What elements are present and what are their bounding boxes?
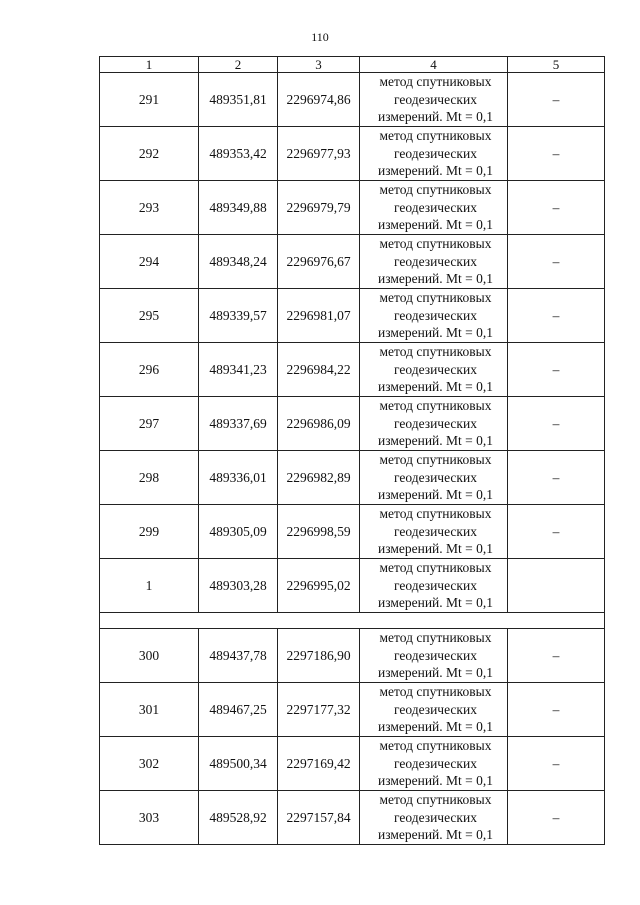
- spacer-cell: [100, 613, 605, 629]
- note-cell: –: [508, 289, 605, 343]
- coordinate-y: 2297177,32: [278, 683, 360, 737]
- method-line: метод спутниковых: [379, 398, 492, 414]
- point-number: 299: [100, 505, 199, 559]
- coordinate-x: 489341,23: [199, 343, 278, 397]
- point-number: 1: [100, 559, 199, 613]
- method-line: геодезических: [394, 415, 477, 431]
- method-description: [360, 235, 508, 289]
- method-line: метод спутниковых: [379, 506, 492, 522]
- table-row: [100, 559, 605, 613]
- method-line: геодезических: [394, 361, 477, 377]
- method-description: [360, 73, 508, 127]
- method-line: геодезических: [394, 145, 477, 161]
- method-line: геодезических: [394, 755, 477, 771]
- coordinate-y: 2296981,07: [278, 289, 360, 343]
- table-row: [100, 397, 605, 451]
- point-number: 294: [100, 235, 199, 289]
- coordinate-x: 489351,81: [199, 73, 278, 127]
- method-description: [360, 181, 508, 235]
- table-row: [100, 181, 605, 235]
- coordinate-x: 489339,57: [199, 289, 278, 343]
- method-line: измерений. Mt = 0,1: [377, 541, 494, 557]
- table-row: [100, 683, 605, 737]
- method-line: геодезических: [394, 809, 477, 825]
- header-row: [100, 57, 605, 73]
- point-number: 293: [100, 181, 199, 235]
- header-cell-3: 3: [278, 57, 360, 73]
- note-cell: –: [508, 737, 605, 791]
- method-description: [360, 505, 508, 559]
- method-line: метод спутниковых: [379, 792, 492, 808]
- coordinate-y: 2296979,79: [278, 181, 360, 235]
- table-row: [100, 505, 605, 559]
- note-cell: –: [508, 397, 605, 451]
- point-number: 296: [100, 343, 199, 397]
- point-number: 300: [100, 629, 199, 683]
- note-cell: –: [508, 343, 605, 397]
- coordinate-y: 2296986,09: [278, 397, 360, 451]
- coordinate-y: 2296995,02: [278, 559, 360, 613]
- method-line: измерений. Mt = 0,1: [377, 487, 494, 503]
- coordinate-y: 2297157,84: [278, 791, 360, 845]
- method-description: [360, 791, 508, 845]
- table-row: [100, 791, 605, 845]
- method-description: [360, 397, 508, 451]
- method-line: измерений. Mt = 0,1: [377, 827, 494, 843]
- method-line: измерений. Mt = 0,1: [377, 109, 494, 125]
- method-description: [360, 559, 508, 613]
- coordinate-y: 2297186,90: [278, 629, 360, 683]
- note-cell: –: [508, 181, 605, 235]
- coordinate-x: 489437,78: [199, 629, 278, 683]
- method-line: измерений. Mt = 0,1: [377, 595, 494, 611]
- coordinate-y: 2296984,22: [278, 343, 360, 397]
- point-number: 301: [100, 683, 199, 737]
- method-line: геодезических: [394, 469, 477, 485]
- method-line: метод спутниковых: [379, 128, 492, 144]
- point-number: 297: [100, 397, 199, 451]
- coordinate-y: 2297169,42: [278, 737, 360, 791]
- coordinate-x: 489500,34: [199, 737, 278, 791]
- method-line: измерений. Mt = 0,1: [377, 271, 494, 287]
- coordinate-x: 489467,25: [199, 683, 278, 737]
- header-cell-1: 1: [100, 57, 199, 73]
- note-cell: –: [508, 629, 605, 683]
- table-row: [100, 235, 605, 289]
- table-row: [100, 127, 605, 181]
- method-line: метод спутниковых: [379, 182, 492, 198]
- point-number: 302: [100, 737, 199, 791]
- coordinate-y: 2296976,67: [278, 235, 360, 289]
- method-line: метод спутниковых: [379, 74, 492, 90]
- method-description: [360, 629, 508, 683]
- method-description: [360, 737, 508, 791]
- table-row: [100, 629, 605, 683]
- header-cell-4: 4: [360, 57, 508, 73]
- table-row: [100, 737, 605, 791]
- point-number: 298: [100, 451, 199, 505]
- method-line: геодезических: [394, 523, 477, 539]
- method-line: геодезических: [394, 91, 477, 107]
- table-row: [100, 289, 605, 343]
- method-line: метод спутниковых: [379, 344, 492, 360]
- method-line: геодезических: [394, 307, 477, 323]
- method-line: метод спутниковых: [379, 290, 492, 306]
- method-line: метод спутниковых: [379, 684, 492, 700]
- point-number: 292: [100, 127, 199, 181]
- note-cell: –: [508, 127, 605, 181]
- coordinate-x: 489349,88: [199, 181, 278, 235]
- method-line: измерений. Mt = 0,1: [377, 433, 494, 449]
- coordinate-x: 489348,24: [199, 235, 278, 289]
- coordinate-y: 2296982,89: [278, 451, 360, 505]
- method-line: геодезических: [394, 647, 477, 663]
- header-cell-5: 5: [508, 57, 605, 73]
- note-cell: –: [508, 451, 605, 505]
- method-line: метод спутниковых: [379, 236, 492, 252]
- note-cell: –: [508, 505, 605, 559]
- page-number: 110: [311, 30, 329, 44]
- method-description: [360, 127, 508, 181]
- spacer-row: [100, 613, 605, 629]
- point-number: 303: [100, 791, 199, 845]
- method-line: геодезических: [394, 577, 477, 593]
- table-row: [100, 451, 605, 505]
- method-line: измерений. Mt = 0,1: [377, 665, 494, 681]
- method-line: метод спутниковых: [379, 452, 492, 468]
- method-line: геодезических: [394, 701, 477, 717]
- method-line: измерений. Mt = 0,1: [377, 719, 494, 735]
- note-cell: –: [508, 791, 605, 845]
- coordinate-x: 489528,92: [199, 791, 278, 845]
- table-row: [100, 343, 605, 397]
- method-line: геодезических: [394, 199, 477, 215]
- method-description: [360, 451, 508, 505]
- table-row: [100, 73, 605, 127]
- method-line: измерений. Mt = 0,1: [377, 379, 494, 395]
- method-line: метод спутниковых: [379, 560, 492, 576]
- method-line: измерений. Mt = 0,1: [377, 163, 494, 179]
- point-number: 291: [100, 73, 199, 127]
- coordinate-x: 489353,42: [199, 127, 278, 181]
- coordinate-x: 489336,01: [199, 451, 278, 505]
- note-cell: –: [508, 683, 605, 737]
- coordinate-x: 489337,69: [199, 397, 278, 451]
- method-line: измерений. Mt = 0,1: [377, 325, 494, 341]
- method-line: измерений. Mt = 0,1: [377, 217, 494, 233]
- coordinate-y: 2296977,93: [278, 127, 360, 181]
- method-description: [360, 683, 508, 737]
- coordinates-table: [99, 56, 605, 845]
- point-number: 295: [100, 289, 199, 343]
- coordinate-x: 489303,28: [199, 559, 278, 613]
- note-cell: –: [508, 235, 605, 289]
- method-line: геодезических: [394, 253, 477, 269]
- note-cell: –: [508, 73, 605, 127]
- method-line: метод спутниковых: [379, 738, 492, 754]
- method-description: [360, 343, 508, 397]
- coordinate-x: 489305,09: [199, 505, 278, 559]
- coordinate-y: 2296974,86: [278, 73, 360, 127]
- header-cell-2: 2: [199, 57, 278, 73]
- method-line: измерений. Mt = 0,1: [377, 773, 494, 789]
- method-description: [360, 289, 508, 343]
- note-cell: [508, 559, 605, 613]
- coordinate-y: 2296998,59: [278, 505, 360, 559]
- method-line: метод спутниковых: [379, 630, 492, 646]
